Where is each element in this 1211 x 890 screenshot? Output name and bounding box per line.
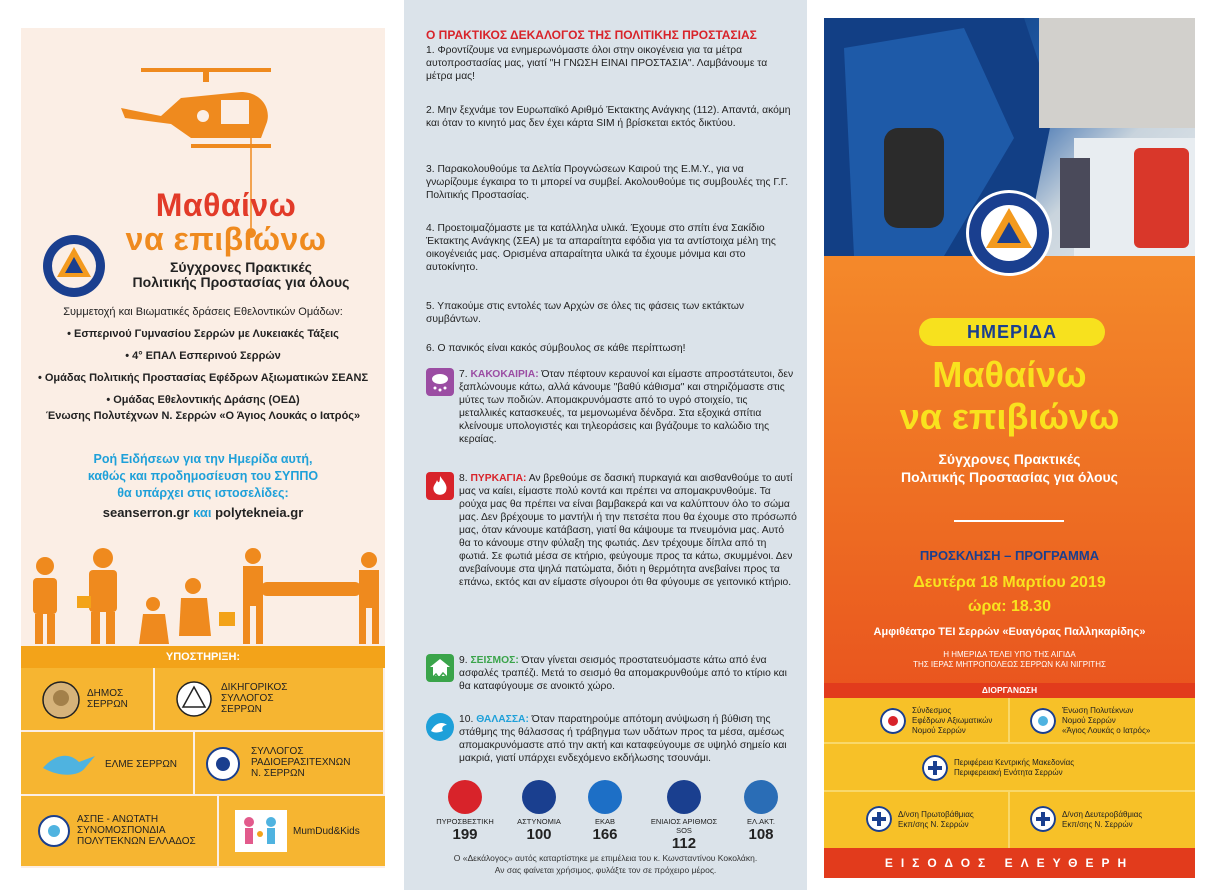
item-8-text [459, 472, 797, 589]
item-9-text [459, 654, 797, 693]
item-body: Όταν παρατηρούμε απότομη ανύψωση ή βύθιση της στάθμης της θάλασσας ή τράβηγμα των υδάτων προς τα μέσα, αμέσως απομακρυνόμαστε από την ακτή και καταφεύγουμε σε υψηλό σημείο και μακριά, γιατί υπάρχει ενδεχόμενο εκδήλωσης τσουνάμι. [459, 714, 787, 764]
group-item: • 4° ΕΠΑΛ Εσπερινού Σερρών [125, 350, 281, 362]
site-and: και [193, 505, 212, 520]
support-heading: ΥΠΟΣΤΗΡΙΞΗ: [21, 646, 385, 668]
footer-line-2: Αν σας φαίνεται χρήσιμος, φυλάξτε τον σε πρόχειρο μέρος. [494, 865, 717, 875]
emergency-number: 100 [526, 826, 552, 843]
organizer-reserve-officers [824, 698, 1010, 744]
supporter-label: ΕΛΜΕ ΣΕΡΡΩΝ [105, 759, 178, 770]
organizers-grid [824, 698, 1195, 848]
site-link-polytekneia[interactable]: polytekneia.gr [215, 505, 304, 520]
site-link-seanserron[interactable]: seanserron.gr [102, 505, 190, 520]
emergency-number: 112 [671, 835, 697, 852]
police-icon [522, 780, 556, 814]
organizers-heading: ΔΙΟΡΓΑΝΩΣΗ [824, 683, 1195, 698]
event-time: ώρα: 18.30 [967, 598, 1052, 615]
aspe-icon [37, 814, 71, 848]
dove-icon [39, 748, 99, 780]
news-line-2: καθώς και προδημοσίευση του ΣΥΠΠΟ [87, 469, 319, 483]
greek-emblem-icon [922, 755, 948, 781]
emergency-name: ΑΣΤΥΝΟΜΙΑ [517, 817, 561, 826]
emergency-ekab [570, 780, 640, 843]
subtitle [101, 260, 381, 290]
lawyers-association-icon [175, 680, 213, 718]
storm-icon [426, 368, 454, 396]
left-panel [21, 28, 385, 868]
emergency-sos [644, 780, 724, 852]
emergency-fire [430, 780, 500, 843]
right-panel [824, 18, 1195, 878]
item-keyword: ΘΑΛΑΣΣΑ: [476, 714, 529, 725]
emergency-police [504, 780, 574, 843]
free-entry-banner: ΕΙΣΟΔΟΣ ΕΛΕΥΘΕΡΗ [824, 848, 1195, 878]
organizer-label: Ένωση Πολυτέκνων Νομού Σερρών «Άγιος Λουκάς ο Ιατρός» [1062, 706, 1151, 735]
civil-protection-logo [41, 233, 107, 299]
aegis-line-2: ΤΗΣ ΙΕΡΑΣ ΜΗΤΡΟΠΟΛΕΩΣ ΣΕΡΡΩΝ ΚΑΙ ΝΙΓΡΙΤΗΣ [913, 660, 1106, 669]
supporter-radio [195, 732, 385, 796]
coast-guard-icon [744, 780, 778, 814]
decalogue-item-6: 6. Ο πανικός είναι κακός σύμβουλος σε κάθε περίπτωση! [426, 343, 686, 354]
ambulance-icon [588, 780, 622, 814]
organizer-label: Δ/νση Πρωτοβάθμιας Εκπ/σης Ν. Σερρών [898, 810, 974, 829]
greek-emblem-icon [1030, 806, 1056, 832]
supporter-dimos-serron [21, 668, 155, 732]
websites [31, 505, 375, 520]
supporter-label: ΔΗΜΟΣ ΣΕΡΡΩΝ [87, 688, 128, 710]
decalogue-item-1: 1. Φροντίζουμε να ενημερωνόμαστε όλοι στην οικογένεια για τα μέτρα αυτοπροστασίας μας, γιατί "Η ΓΝΩΣΗ ΕΙΝΑΙ ΠΡΟΣΤΑΣΙΑ". Λαμβάνουμε τα μέτρα μας! [426, 45, 768, 82]
invitation-label: ΠΡΟΣΚΛΗΣΗ – ΠΡΟΓΡΑΜΜΑ [919, 548, 1100, 563]
volunteer-groups [31, 328, 375, 432]
emergency-number: 108 [748, 826, 774, 843]
emergency-number: 166 [592, 826, 618, 843]
earthquake-house-icon [426, 654, 454, 682]
supporter-label: ΑΣΠΕ - ΑΝΩΤΑΤΗ ΣΥΝΟΜΟΣΠΟΝΔΙΑ ΠΟΛΥΤΕΚΝΩΝ ΕΛΛΑΔΟΣ [77, 814, 196, 847]
event-title [824, 354, 1195, 438]
decalogue-item-4: 4. Προετοιμαζόμαστε με τα κατάλληλα υλικά. Έχουμε στο σπίτι ένα Σακίδιο Έκτακτης Ανάγκης (ΣΕΑ) με τα απαραίτητα εφόδια για τα αντίστοιχα μέλη της οικογένειάς μας. Ορισμένα απαραίτητα υλικά τα έχουμε μόνιμα και στο αυτοκίνητο. [426, 223, 776, 273]
supporter-label: ΔΙΚΗΓΟΡΙΚΟΣ ΣΥΛΛΟΓΟΣ ΣΕΡΡΩΝ [221, 682, 288, 715]
news-feed-note [31, 451, 375, 502]
item-number: 8. [459, 473, 468, 484]
supporter-mumdud [219, 796, 385, 868]
supporter-elme [21, 732, 195, 796]
supporter-aspe [21, 796, 219, 868]
group-item: • Ομάδας Εθελοντικής Δράσης (ΟΕΔ) [106, 394, 300, 406]
item-body: Αν βρεθούμε σε δασική πυρκαγιά και αισθανθούμε το αυτί μας να καίει, είμαστε πολύ κοντά και πρέπει να απομακρυνθούμε. Τα ρούχα μας θα πρέπει να είναι βαμβακερά και να καλύπτουν όλο το σώμα μας. Δεν βρέχουμε το μαντήλι ή την πετσέτα που θα έχουμε στο πρόσωπό μας, όταν κάνουμε κατάβαση, γιατί θα κάψουμε τα πνευμόνια μας. Αυτό θα το κάνουμε στην φύλαξη της φωτιάς. Δεν τρέχουμε δίπλα από τη φωτιά. Σε φωτιά μέσα σε κτήριο, φεύγουμε προς τα κάτω, σκυμμένοι. Δεν ανεβαίνουμε στα ψηλά πατώματα, διότι η θερμότητα ανεβαίνει προς τα επάνω, εκτός και αν είμαστε σίγουροι ότι θα φύγουμε σε γειτονικό κτήριο. [459, 473, 797, 588]
news-line-1: Ροή Ειδήσεων για την Ημερίδα αυτή, [93, 452, 313, 466]
civil-protection-logo [964, 188, 1054, 278]
aegis-note [824, 650, 1195, 670]
event-subtitle-line-1: Σύγχρονες Πρακτικές [938, 451, 1081, 467]
item-body: Όταν πέφτουν κεραυνοί και είμαστε απροστάτευτοι, δεν ξαπλώνουμε κάτω, αλλά κάνουμε "βαθύ κάθισμα" και στηριζόμαστε στις μύτες των ποδιών. Απομακρυνόμαστε από το υγρό στοιχείο, τις μεταλλικές κατασκευές, τα μεμονωμένα δένδρα. Στα εξοχικά σπίτια κλείνουμε υπολογιστές και τηλεοράσεις και βγάζουμε το καλώδιο της κεραίας. [459, 369, 794, 445]
fire-icon [426, 472, 454, 500]
subtitle-line-1: Σύγχρονες Πρακτικές [170, 259, 312, 275]
organizer-region [824, 744, 1195, 792]
decalogue-item-3: 3. Παρακολουθούμε τα Δελτία Προγνώσεων Καιρού της Ε.Μ.Υ., για να γνωρίζουμε έγκαιρα το τι μπορεί να συμβεί. Ακολουθούμε τις συμβουλές της Γ.Γ. Πολιτικής Προστασίας. [426, 164, 789, 201]
event-subtitle [824, 450, 1195, 486]
decalogue-item-2: 2. Μην ξεχνάμε τον Ευρωπαϊκό Αριθμό Έκτακτης Ανάγκης (112). Απαντά, ακόμη και όταν το κινητό μας δεν έχει κάρτα SIM ή βρίσκεται εκτός δικτύου. [426, 105, 791, 129]
dimos-serron-icon [41, 680, 81, 720]
decalogue-footer [414, 852, 797, 876]
supporters-grid [21, 668, 385, 868]
item-keyword: ΣΕΙΣΜΟΣ: [470, 655, 519, 666]
polytekneia-icon [1030, 708, 1056, 734]
emergency-coastguard [726, 780, 796, 843]
wave-icon [426, 713, 454, 741]
supporter-label: ΣΥΛΛΟΓΟΣ ΡΑΔΙΟΕΡΑΣΙΤΕΧΝΩΝ Ν. ΣΕΡΡΩΝ [251, 746, 351, 779]
footer-line-1: Ο «Δεκάλογος» αυτός καταρτίστηκε με επιμέλεια του κ. Κωνσταντίνου Κοκολάκη. [453, 853, 758, 863]
organizer-label: Σύνδεσμος Εφέδρων Αξιωματικών Νομού Σερρών [912, 706, 993, 735]
aegis-line-1: Η ΗΜΕΡΙΔΑ ΤΕΛΕΙ ΥΠΟ ΤΗΣ ΑΙΓΙΔΑ [943, 650, 1076, 659]
title-line-1: Μαθαίνω [155, 187, 297, 223]
title-line-2: να επιβιώνω [125, 221, 327, 257]
event-title-line-1: Μαθαίνω [932, 354, 1087, 395]
emergency-number: 199 [452, 826, 478, 843]
event-badge: ΗΜΕΡΙΔΑ [919, 318, 1105, 346]
event-title-line-2: να επιβιώνω [899, 396, 1120, 437]
organizer-primary-edu [824, 792, 1010, 848]
emergency-name: ΕΝΙΑΙΟΣ ΑΡΙΘΜΟΣ SOS [650, 817, 718, 835]
sos-icon [667, 780, 701, 814]
greek-emblem-icon [866, 806, 892, 832]
supporter-dikigorikos [155, 668, 385, 732]
decalogue-heading: Ο ΠΡΑΚΤΙΚΟΣ ΔΕΚΑΛΟΓΟΣ ΤΗΣ ΠΟΛΙΤΙΚΗΣ ΠΡΟΣΤΑΣΙΑΣ [426, 28, 757, 42]
item-10-text [459, 713, 797, 765]
organizer-secondary-edu [1010, 792, 1195, 848]
event-venue: Αμφιθέατρο ΤΕΙ Σερρών «Ευαγόρας Παλληκαρίδης» [873, 626, 1146, 638]
radio-amateurs-icon [205, 746, 241, 782]
event-date: Δευτέρα 18 Μαρτίου 2019 [913, 574, 1106, 591]
organizer-polytekneia [1010, 698, 1195, 744]
reserve-officers-icon [880, 708, 906, 734]
item-number: 9. [459, 655, 468, 666]
item-keyword: ΚΑΚΟΚΑΙΡΙΑ: [470, 369, 539, 380]
group-item: Ένωσης Πολυτέχνων Ν. Σερρών «Ο Άγιος Λουκάς ο Ιατρός» [45, 410, 361, 422]
organizer-label: Περιφέρεια Κεντρικής Μακεδονίας Περιφερειακή Ενότητα Σερρών [954, 758, 1075, 777]
subtitle-line-2: Πολιτικής Προστασίας για όλους [132, 274, 350, 290]
group-item: • Ομάδας Πολιτικής Προστασίας Εφέδρων Αξιωματικών ΣΕΑΝΣ [37, 372, 369, 384]
group-item: • Εσπερινού Γυμνασίου Σερρών με Λυκειακές Τάξεις [67, 328, 339, 340]
news-line-3: θα υπάρχει στις ιστοσελίδες: [117, 486, 289, 500]
item-number: 10. [459, 714, 474, 725]
item-keyword: ΠΥΡΚΑΓΙΑ: [470, 473, 527, 484]
supporter-label: MumDud&Kids [293, 826, 360, 837]
emergency-name: ΕΚΑΒ [594, 817, 615, 826]
event-subtitle-line-2: Πολιτικής Προστασίας για όλους [901, 469, 1118, 485]
decalogue-item-5: 5. Υπακούμε στις εντολές των Αρχών σε όλες τις φάσεις των εκτάκτων συμβάντων. [426, 301, 745, 325]
item-7-text [459, 368, 797, 446]
emergency-name: ΕΛ.ΑΚΤ. [747, 817, 775, 826]
organizer-label: Δ/νση Δευτεροβάθμιας Εκπ/σης Ν. Σερρών [1062, 810, 1143, 829]
item-number: 7. [459, 369, 468, 380]
participation-intro: Συμμετοχή και Βιωματικές δράσεις Εθελοντικών Ομάδων: [63, 306, 343, 318]
divider-line [954, 520, 1064, 522]
item-body: Όταν γίνεται σεισμός προστατευόμαστε κάτω από ένα ασφαλές τραπέζι. Μετά το σεισμό θα απομακρυνθούμε από το κτίριο και θα καταφύγουμε σε ανοικτό χώρο. [459, 655, 787, 692]
fire-service-icon [448, 780, 482, 814]
rescue-people-illustration [21, 536, 385, 646]
main-title [106, 188, 346, 256]
emergency-name: ΠΥΡΟΣΒΕΣΤΙΚΗ [436, 817, 494, 826]
middle-panel [404, 0, 807, 890]
family-icon [235, 810, 287, 852]
